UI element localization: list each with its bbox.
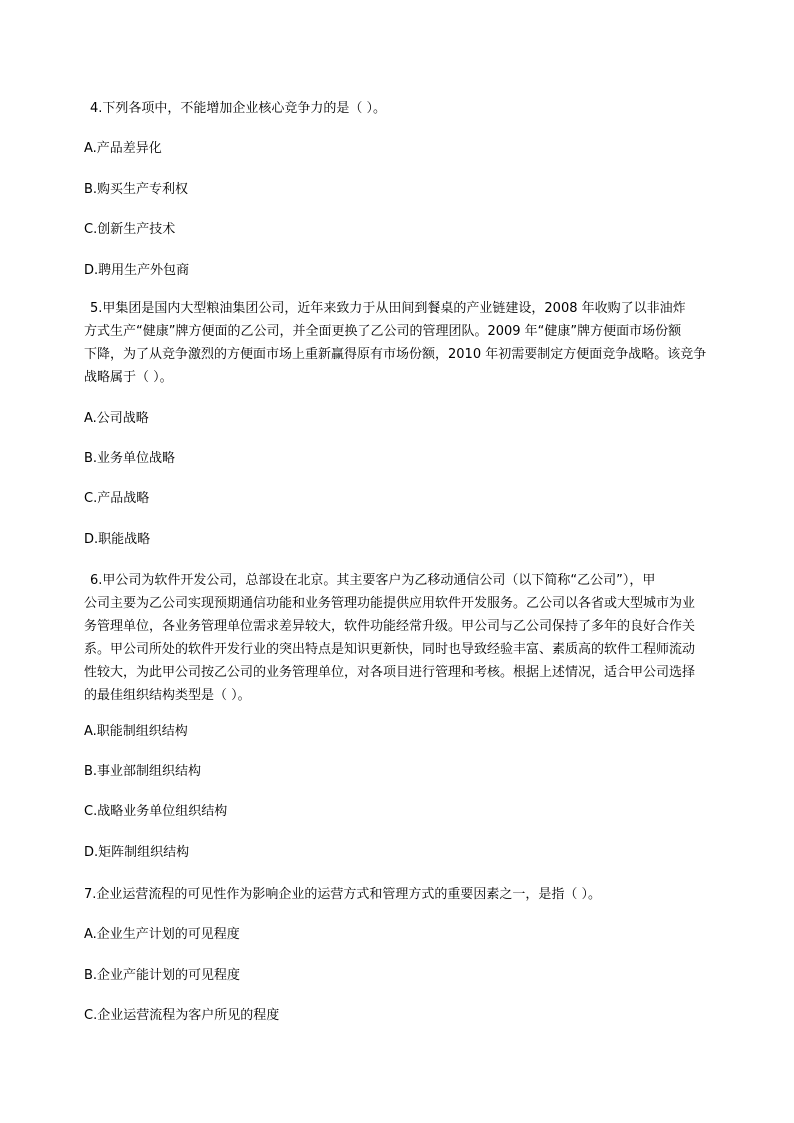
question-5-option-d: D.职能战略: [84, 532, 151, 547]
question-5-stem-line-3: 下降，为了从竞争激烈的方便面市场上重新赢得原有市场份额，2010 年初需要制定方便面竞争战略。该竞争: [84, 347, 707, 362]
question-4-option-b: B.购买生产专利权: [84, 182, 189, 197]
question-5-stem-line-4: 战略属于（ ）。: [84, 370, 173, 385]
question-5-stem-line-1: 5.甲集团是国内大型粮油集团公司，近年来致力于从田间到餐桌的产业链建设，2008 年收购了以非油炸: [90, 301, 686, 316]
question-6-stem-line-4: 系。甲公司所处的软件开发行业的突出特点是知识更新快，同时也导致经验丰富、素质高的软件工程师流动: [84, 642, 696, 657]
question-5-option-b: B.业务单位战略: [84, 451, 176, 466]
question-6-stem-line-5: 性较大，为此甲公司按乙公司的业务管理单位，对各项目进行管理和考核。根据上述情况，适合甲公司选择: [84, 665, 696, 680]
question-6-stem-line-6: 的最佳组织结构类型是（ ）。: [84, 688, 251, 703]
question-4-stem: 4.下列各项中，不能增加企业核心竞争力的是（ ）。: [90, 101, 387, 116]
question-4-option-a: A.产品差异化: [84, 141, 162, 156]
question-6-option-a: A.职能制组织结构: [84, 724, 188, 739]
question-5-option-c: C.产品战略: [84, 491, 150, 506]
question-7-option-b: B.企业产能计划的可见程度: [84, 968, 241, 983]
question-6-stem-line-1: 6.甲公司为软件开发公司，总部设在北京。其主要客户为乙移动通信公司（以下简称“乙公司”），甲: [90, 573, 656, 588]
question-6-option-c: C.战略业务单位组织结构: [84, 804, 228, 819]
question-6-stem-line-2: 公司主要为乙公司实现预期通信功能和业务管理功能提供应用软件开发服务。乙公司以各省或大型城市为业: [84, 596, 696, 611]
question-7-option-a: A.企业生产计划的可见程度: [84, 927, 240, 942]
question-7-stem: 7.企业运营流程的可见性作为影响企业的运营方式和管理方式的重要因素之一，是指（ ）。: [84, 887, 602, 902]
question-6-stem-line-3: 务管理单位，各业务管理单位需求差异较大，软件功能经常升级。甲公司与乙公司保持了多年的良好合作关: [84, 619, 696, 634]
question-4-option-c: C.创新生产技术: [84, 222, 176, 237]
question-4-option-d: D.聘用生产外包商: [84, 263, 190, 278]
question-6-option-b: B.事业部制组织结构: [84, 764, 202, 779]
question-6-option-d: D.矩阵制组织结构: [84, 845, 190, 860]
question-5-option-a: A.公司战略: [84, 411, 149, 426]
question-7-option-c: C.企业运营流程为客户所见的程度: [84, 1008, 280, 1023]
question-5-stem-line-2: 方式生产“健康”牌方便面的乙公司，并全面更换了乙公司的管理团队。2009 年“健康”牌方便面市场份额: [84, 324, 682, 339]
